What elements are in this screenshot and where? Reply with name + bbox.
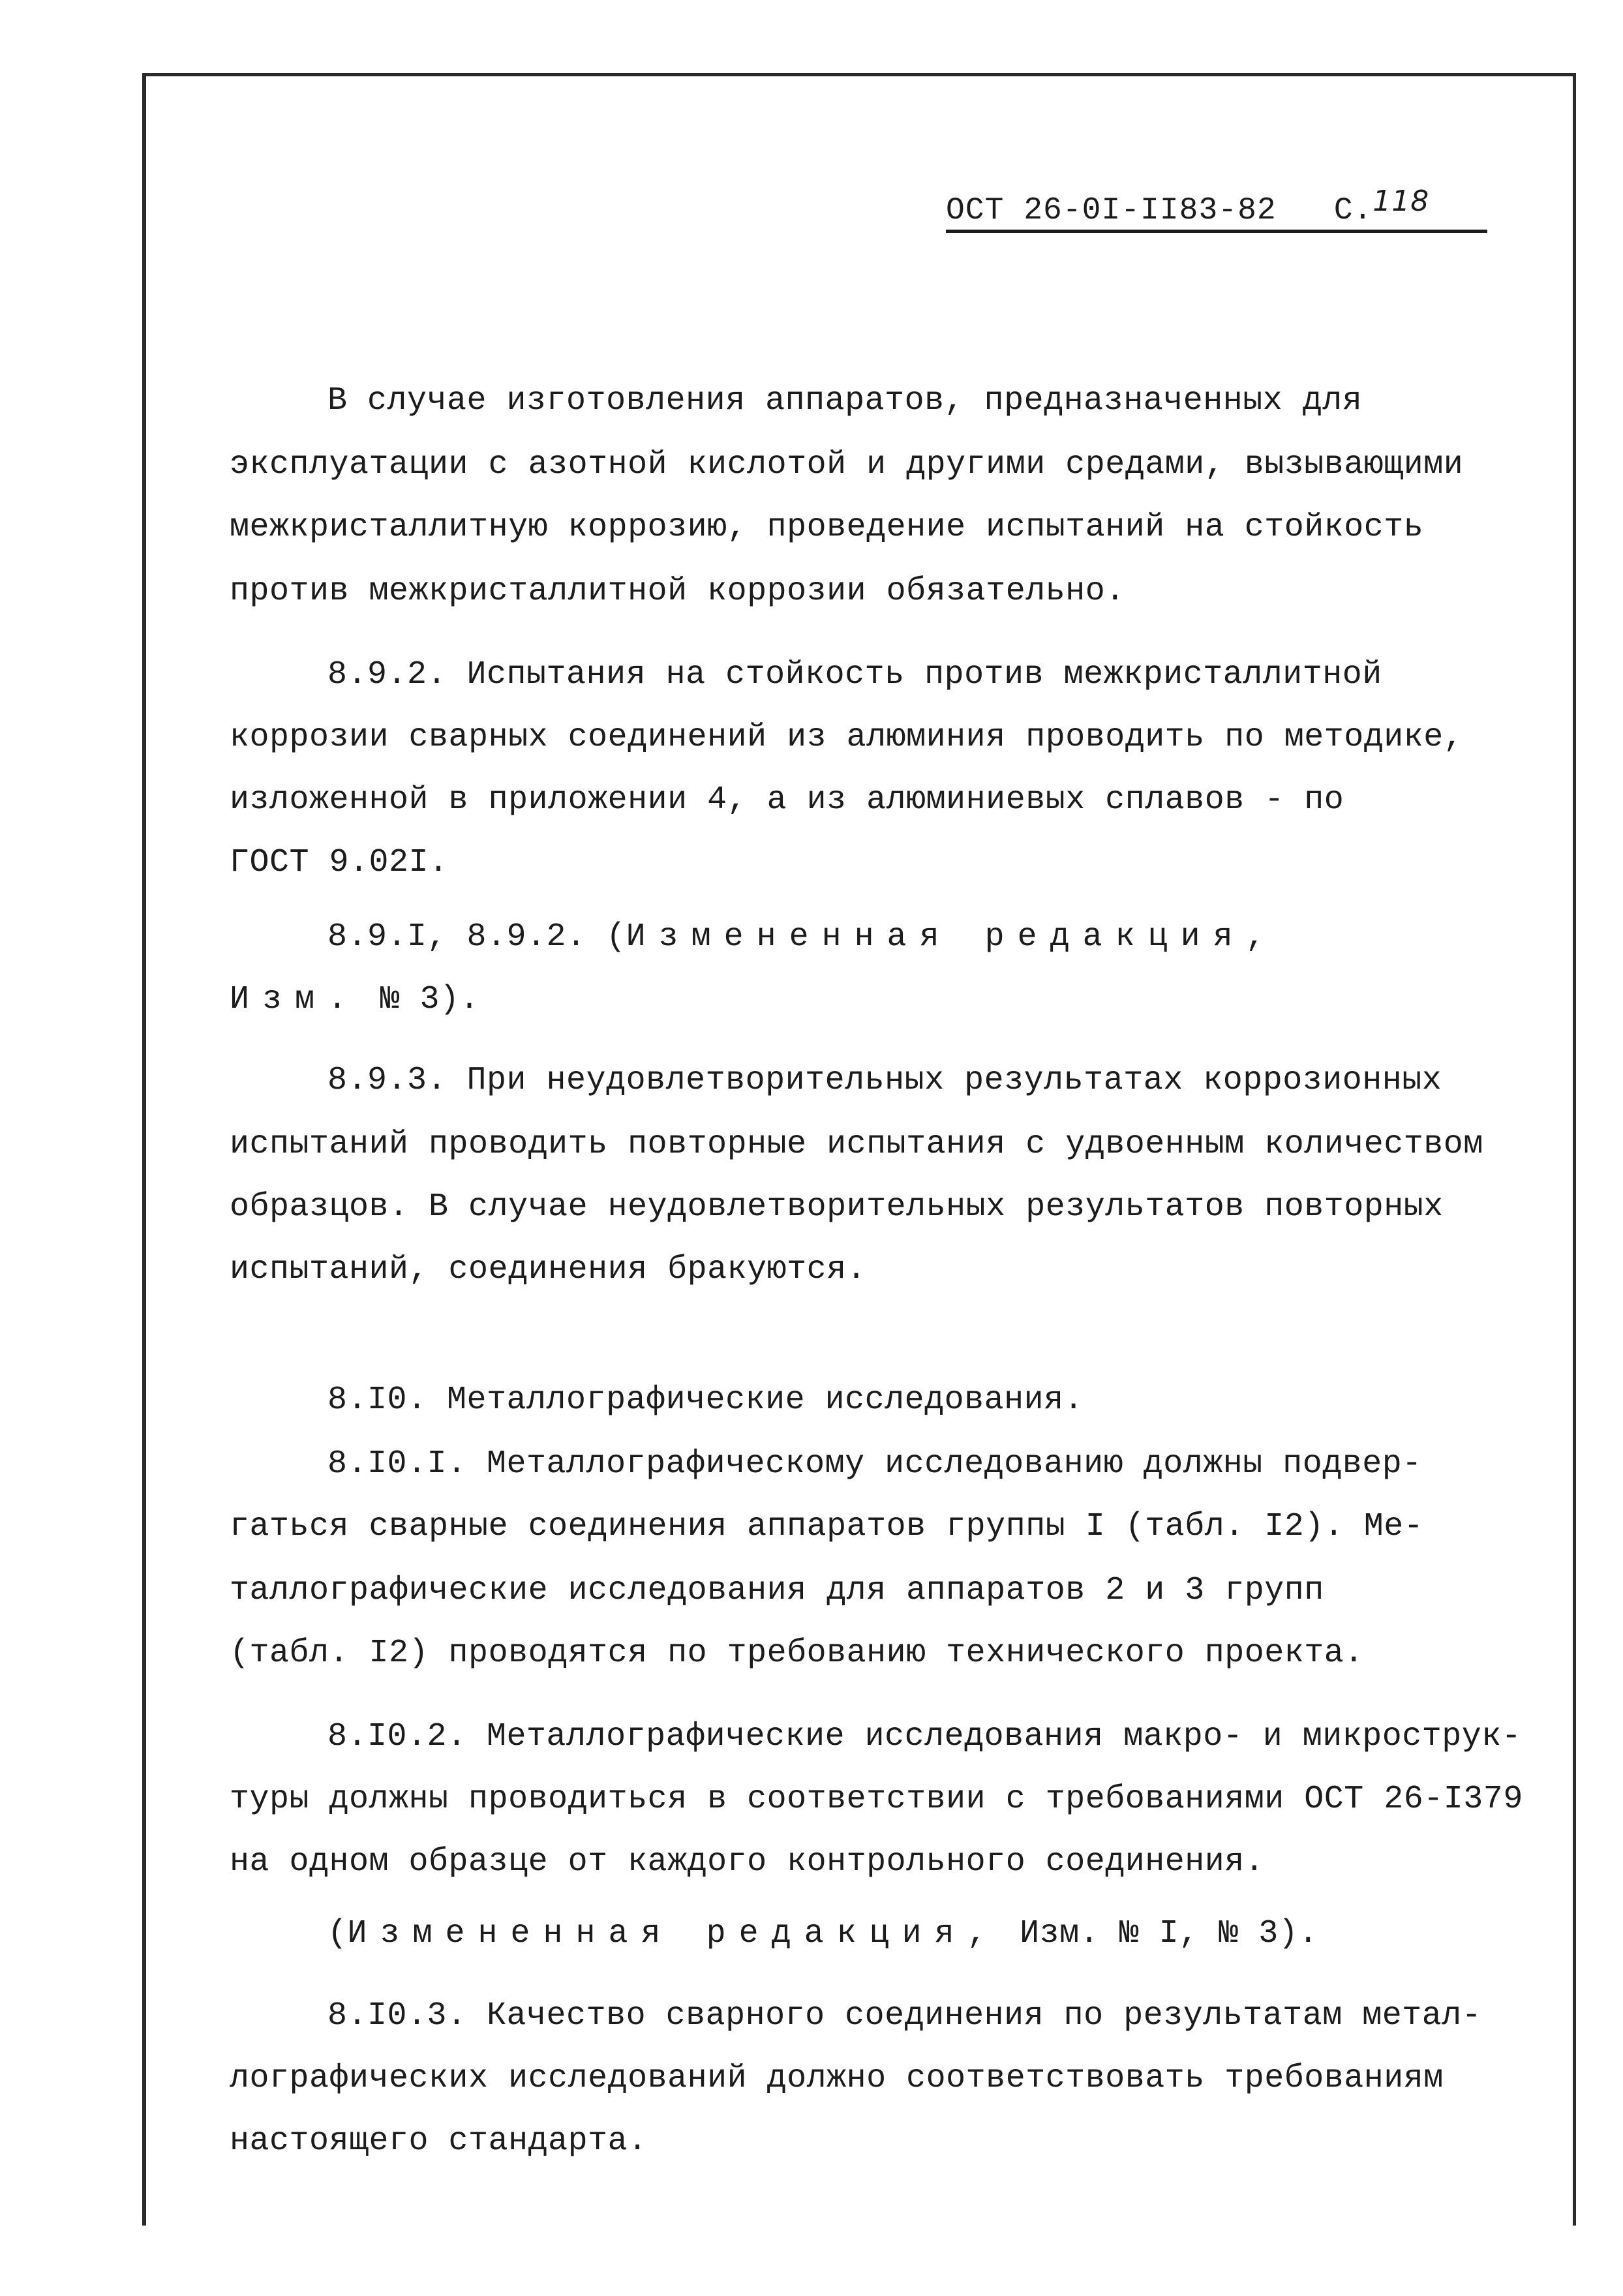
page-frame-left xyxy=(142,73,146,2226)
document-header xyxy=(946,185,1487,233)
paragraph-line: против межкристаллитной коррозии обязательно. xyxy=(230,573,1125,610)
amendment-open: ( xyxy=(327,1915,348,1952)
standard-number: ОСТ 26-0I-II83-82 xyxy=(946,193,1277,228)
paragraph-line: испытаний, соединения бракуются. xyxy=(230,1251,867,1288)
paragraph-line: изложенной в приложении 4, а из алюминиевых сплавов - по xyxy=(230,781,1344,819)
paragraph-line: испытаний проводить повторные испытания с удвоенным количеством xyxy=(230,1126,1483,1163)
paragraph-line: В случае изготовления аппаратов, предназначенных для xyxy=(327,382,1363,419)
page-number: 118 xyxy=(1373,185,1430,218)
paragraph-line: гаться сварные соединения аппаратов группы I (табл. I2). Ме- xyxy=(230,1508,1424,1545)
paragraph-line: таллографические исследования для аппаратов 2 и 3 групп xyxy=(230,1572,1324,1609)
paragraph-line: 8.I0.3. Качество сварного соединения по результатам метал- xyxy=(327,1997,1482,2034)
paragraph-line: на одном образце от каждого контрольного соединения. xyxy=(230,1843,1265,1881)
paragraph-line: 8.I0.I. Металлографическому исследованию должны подвер- xyxy=(327,1445,1422,1483)
paragraph-line: (табл. I2) проводятся по требованию технического проекта. xyxy=(230,1635,1364,1672)
paragraph-line: лографических исследований должно соответствовать требованиям xyxy=(230,2060,1444,2097)
page-frame-top xyxy=(142,73,1576,76)
amendment-note xyxy=(327,917,1279,958)
paragraph-line: настоящего стандарта. xyxy=(230,2122,648,2160)
amendment-spaced-text: Измененная редакция, xyxy=(347,1915,1000,1952)
amendment-spaced-text: Измененная редакция, xyxy=(626,918,1279,956)
paragraph-line: коррозии сварных соединений из алюминия проводить по методике, xyxy=(230,719,1464,756)
amendment-spaced-izm: Изм. xyxy=(230,981,361,1018)
paragraph-line: 8.9.3. При неудовлетворительных результатах коррозионных xyxy=(327,1062,1442,1099)
section-heading: 8.I0. Металлографические исследования. xyxy=(327,1382,1084,1419)
paragraph-line: эксплуатации с азотной кислотой и другими средами, вызывающими xyxy=(230,446,1464,483)
paragraph-line: туры должны проводиться в соответствии с требованиями ОСТ 26-I379 xyxy=(230,1781,1523,1818)
amendment-prefix: 8.9.I, 8.9.2. ( xyxy=(327,918,626,956)
amendment-note xyxy=(327,1914,1318,1954)
page-label: С. xyxy=(1333,193,1373,228)
paragraph-line: ГОСТ 9.02I. xyxy=(230,844,449,881)
amendment-number: № 3). xyxy=(360,981,480,1018)
paragraph-line: 8.9.2. Испытания на стойкость против межкристаллитной xyxy=(327,656,1382,693)
paragraph-line: 8.I0.2. Металлографические исследования макро- и микрострук- xyxy=(327,1718,1522,1755)
paragraph-line: межкристаллитную коррозию, проведение испытаний на стойкость xyxy=(230,509,1424,546)
page-frame-right xyxy=(1573,73,1576,2226)
amendment-note-line2 xyxy=(230,980,479,1020)
paragraph-line: образцов. В случае неудовлетворительных результатов повторных xyxy=(230,1188,1444,1226)
amendment-numbers: Изм. № I, № 3). xyxy=(999,1915,1318,1952)
